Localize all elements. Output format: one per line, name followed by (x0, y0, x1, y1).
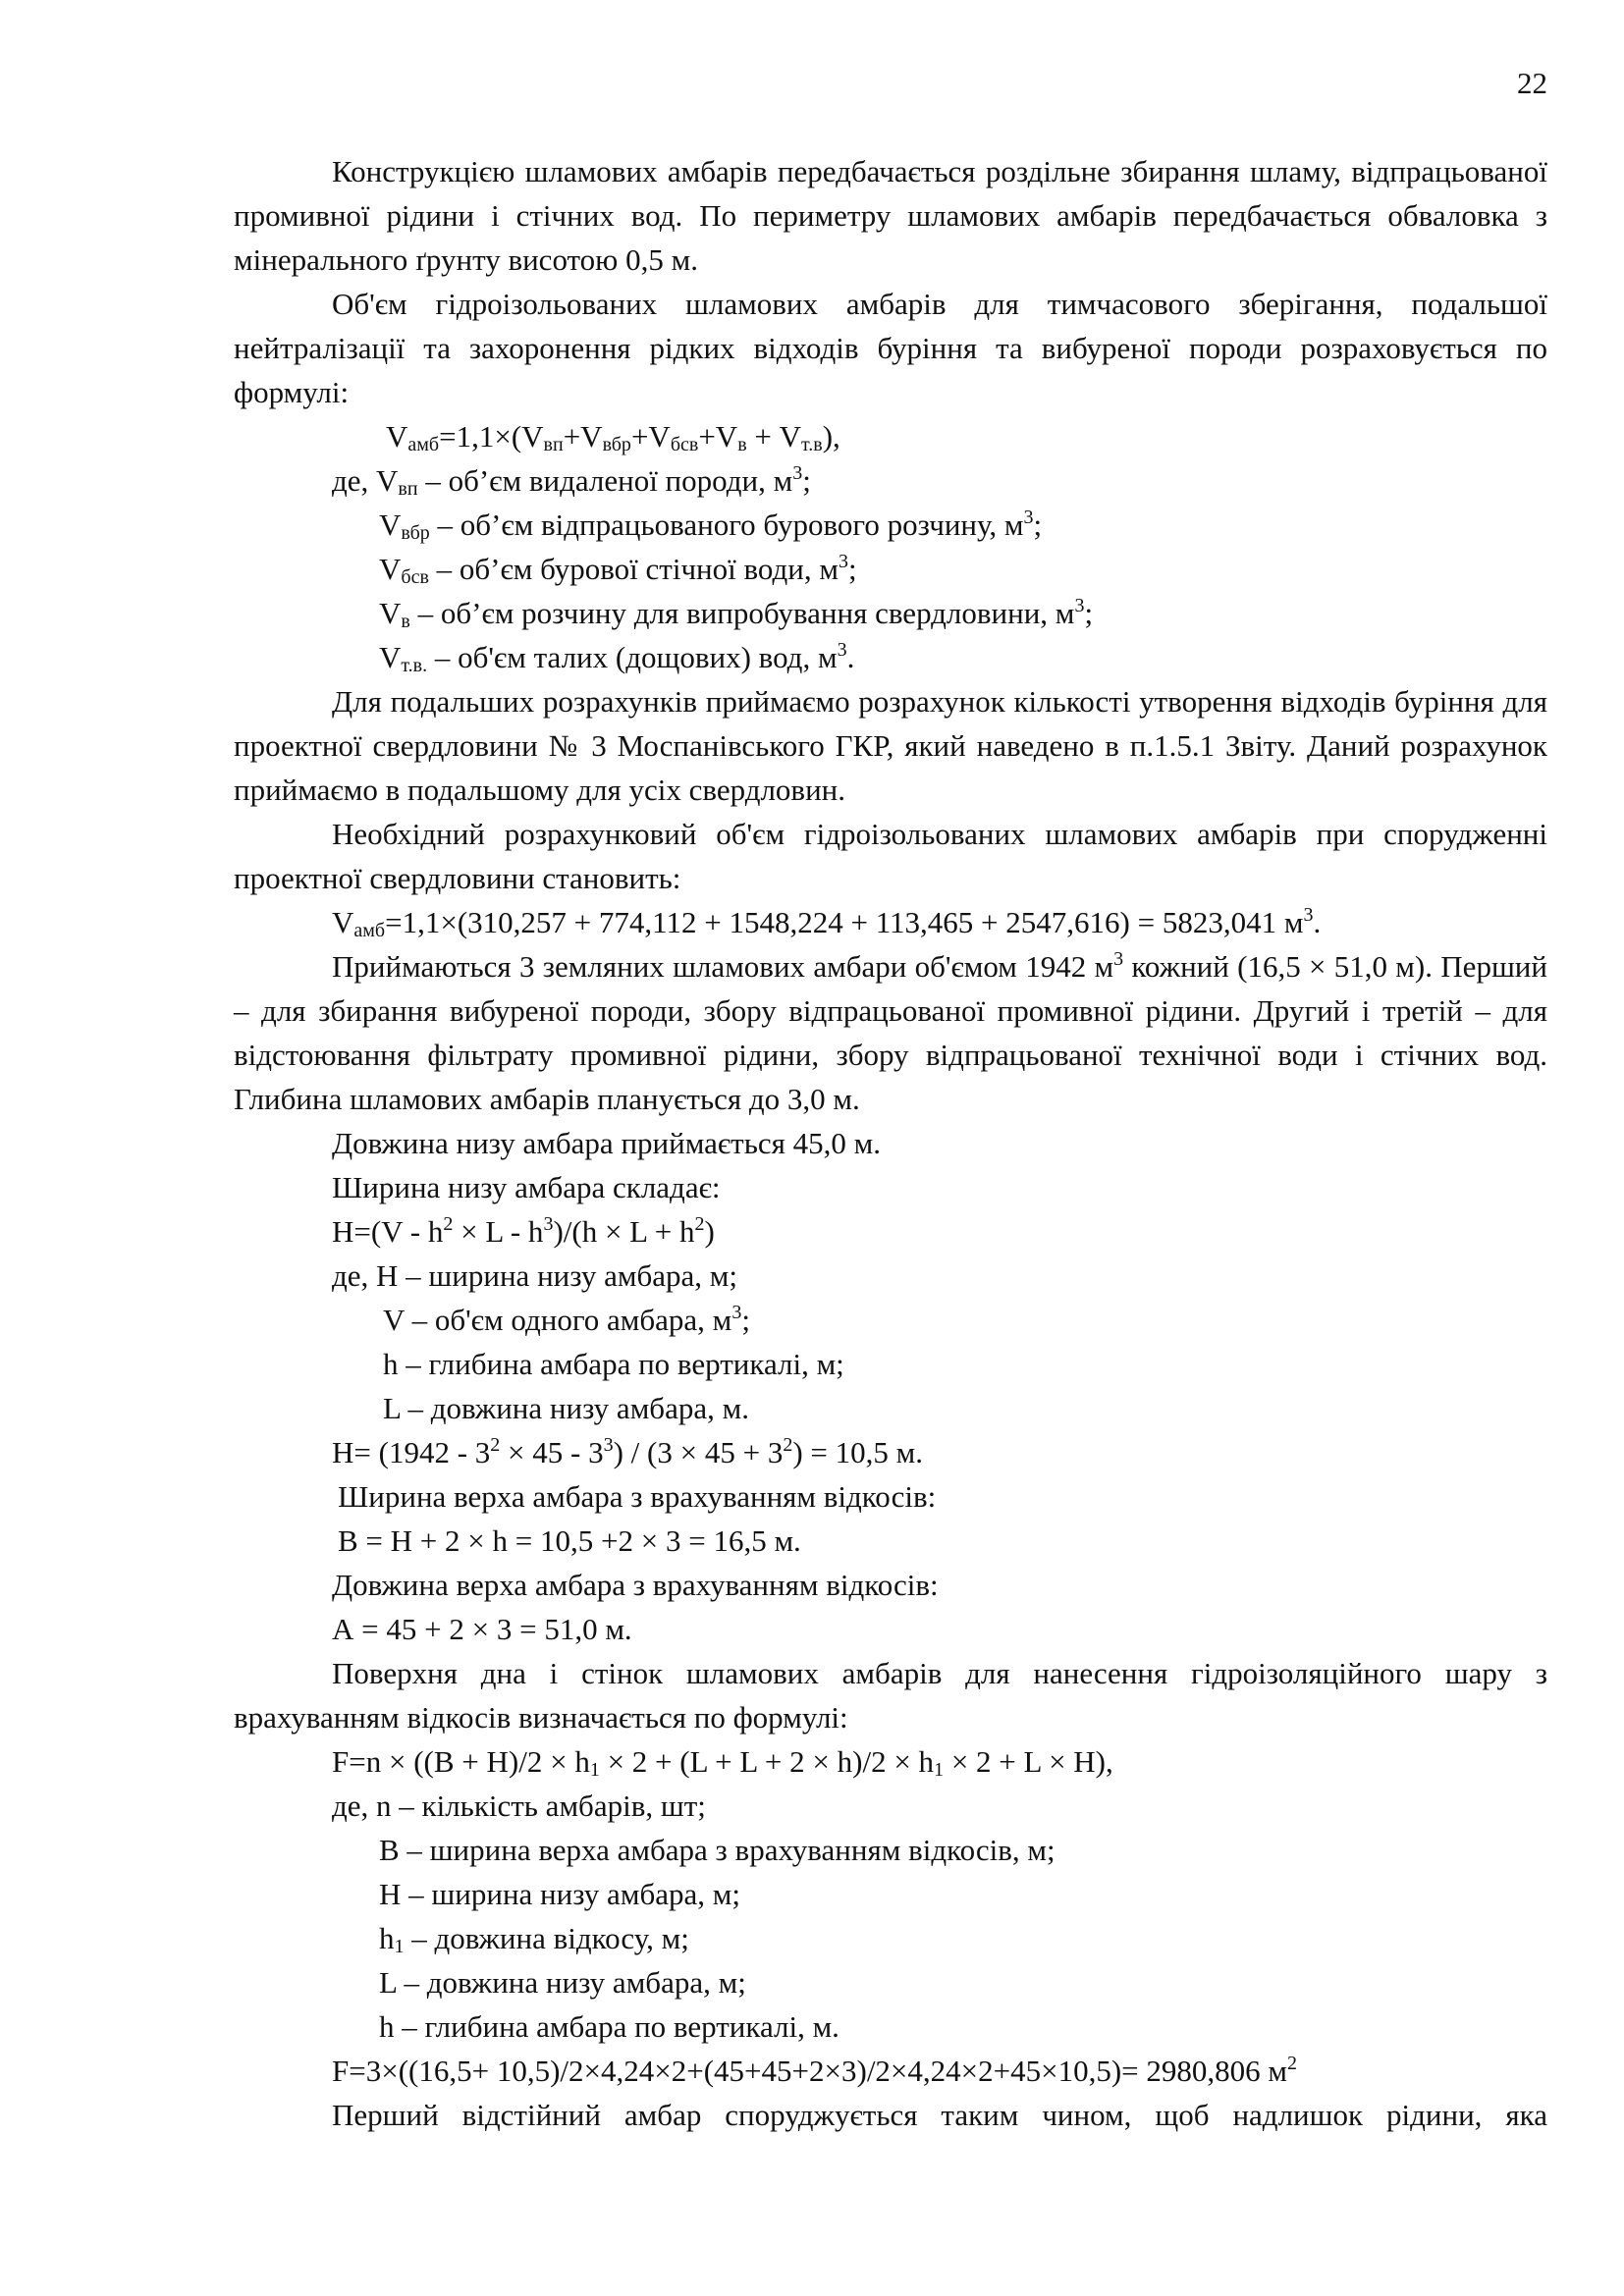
definition-tv: $V_{т.в.} - об'єм$ талих (дощових) вод, $м^3$. (379, 639, 855, 676)
paragraph-bottom-width: Ширина низу амбара складає: (332, 1170, 721, 1204)
definition-f-slope: $h_1$ – довжина відкосу, м; (379, 1921, 689, 1957)
page-number: 22 (1517, 66, 1547, 100)
paragraph-construction: Конструкцією шламових амбарів передбачається роздільне збирання шламу, відпрацьованої промивної рідини і стічних вод. По периметру шламових амбарів передбачається обваловка з мінерального ґрунту висотою 0,5 м. (234, 154, 1547, 277)
paragraph-calculation-basis: Для подальших розрахунків приймаємо розрахунок кількості утворення відходів буріння для проектної свердловини № 3 Моспанівського ГКР, який наведено в п.1.5.1 Звіту. Даний розрахунок приймаємо в подальшому для усіх свердловин. (234, 684, 1547, 807)
paragraph-bottom-length: Довжина низу амбара приймається 45,0 м. (332, 1126, 881, 1160)
paragraph-first-pit: Перший відстійний амбар споруджується таким чином, щоб надлишок рідини, яка (332, 2098, 1547, 2132)
formula-vamb: $V_{амб}=1,1\times(V_{вп}+V_{вбр}+V_{бсв}+V_в + V_{т.в})$, (386, 419, 840, 455)
paragraph-volume-intro: Об'єм гідроізольованих шламових амбарів для тимчасового зберігання, подальшої нейтралізації та захоронення рідких відходів буріння та вибуреної породи розраховується по формулі: (234, 287, 1547, 409)
definition-f-bottom-width: H – ширина низу амбара, м; (379, 1877, 740, 1911)
definition-vbr: $V_{вбр}$ – об’єм відпрацьованого бурового розчину, $м^3$; (379, 507, 1043, 544)
definition-v: $V_в$ – об’єм розчину для випробування свердловини, $м^3$; (379, 595, 1094, 632)
definition-bsv: $V_{бсв}$ – об’єм бурової стічної води, $м^3$; (379, 551, 857, 588)
definition-f-depth: h – глибина амбара по вертикалі, м. (379, 2009, 839, 2044)
definition-f-length: L – довжина низу амбара, м; (379, 1965, 746, 2000)
paragraph-top-length: Довжина верха амбара з врахуванням відкосів: (332, 1568, 939, 1602)
calculation-f: F=3×((16,5+ 10,5)/2×4,24×2+(45+45+2×3)/2×4,24×2+45×10,5)= 2980,806 $м^2$ (332, 2053, 1298, 2088)
paragraph-top-width: Ширина верха амбара з врахуванням відкосів: (338, 1479, 937, 1514)
definition-vp: де, $V_{вп}$ – об’єм видаленої породи, $м^3$; (332, 462, 811, 500)
paragraph-surface: Поверхня дна і стінок шламових амбарів для нанесення гідроізоляційного шару з врахуванням відкосів визначається по формулі: (234, 1656, 1547, 1735)
definition-h-depth: h – глибина амбара по вертикалі, м; (383, 1347, 844, 1381)
definition-h-volume: V – об'єм одного амбара, $м^3$; (383, 1302, 750, 1337)
definition-h-width: де, Н – ширина низу амбара, м; (332, 1258, 737, 1293)
definition-f-count: де, n – кількість амбарів, шт; (332, 1789, 706, 1823)
definition-f-top-width: В – ширина верха амбара з врахуванням відкосів, м; (379, 1833, 1056, 1867)
document-body (234, 149, 1547, 2137)
calculation-a: А = 45 + 2 × 3 = 51,0 м. (332, 1612, 632, 1646)
calculation-b: В = Н + 2 × h = 10,5 +2 × 3 = 16,5 м. (338, 1523, 801, 1558)
calculation-h: $Н= (1942 - 3^2 \times 45 - 3^3) / (3 \times 45 + 3^2) = 10,5$ м. (332, 1434, 924, 1469)
definition-h-length: L – довжина низу амбара, м. (383, 1391, 749, 1425)
formula-f: $F=n \times ((B + H)/2 \times h_1 \times 2 + (L + L + 2 \times h)/2 \times h_1 \times 2 + L \times H)$, (332, 1744, 1113, 1781)
calculation-vamb: $V_{амб}=1,1\times(310,257 + 774,112 + 1548,224 + 113,465 + 2547,616) = 5823,041$ $м^3$. (332, 904, 1322, 941)
formula-h: $H=(V - h^2 \times L - h^3)/(h \times L + h^2)$ (332, 1213, 715, 1249)
paragraph-pits-accepted: Приймаються 3 земляних шламових амбари об'ємом 1942 $м^3$ кожний (16,5 × 51,0 м). Перший – для збирання вибуреної породи, збору відпрацьованої промивної рідини. Другий і третій – для відстоювання фільтрату промивної рідини, збору відпрацьованої технічної води і стічних вод. Глибина шламових амбарів планується до 3,0 м. (234, 948, 1547, 1116)
paragraph-required-volume: Необхідний розрахунковий об'єм гідроізольованих шламових амбарів при спорудженні проектної свердловини становить: (234, 817, 1547, 895)
